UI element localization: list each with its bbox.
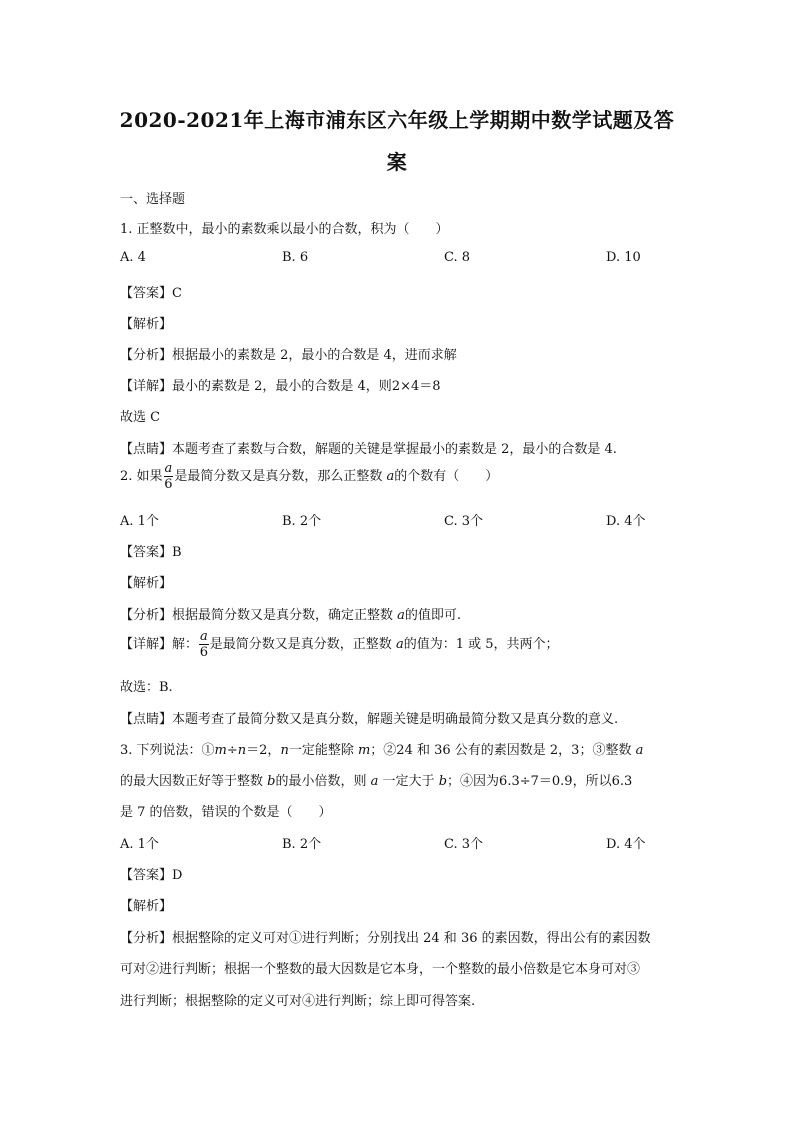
q3-stem-line-2 (120, 770, 632, 789)
q1-detail (120, 375, 441, 394)
q3-l2-formula: 6.3÷7＝0.9 (499, 774, 573, 789)
q3-analysis-line-2: 可对②进行判断；根据一个整数的最大因数是它本身，一个整数的最小倍数是它本身可对③ (120, 962, 641, 977)
q2-stem-var: a (386, 469, 395, 484)
q2-stem-prefix: 2. 如果 (120, 469, 163, 484)
q2-detail-var: a (395, 637, 404, 652)
q3-option-a: A. 1个 (120, 837, 159, 852)
q2-analysis-suffix: 的值即可. (404, 608, 462, 623)
q1-option-a: A. 4 (120, 250, 146, 265)
q1-option-c: C. 8 (444, 250, 471, 265)
q1-comment: 【点睛】本题考查了素数与合数，解题的关键是掌握最小的素数是 2，最小的合数是 4. (120, 442, 617, 457)
q2-detail-suffix: 的值为：1 或 5，共两个； (403, 637, 559, 652)
q3-l1-text-c: ；②24 和 36 公有的素因数是 2，3；③整数 (370, 743, 632, 758)
q1-analysis: 【分析】根据最小的素数是 2，最小的合数是 4，进而求解 (120, 348, 457, 363)
q3-l2-text-a: 的最大因数正好等于整数 (120, 774, 264, 789)
q2-choice: 故选：B. (120, 680, 173, 695)
q1-jiexi-label: 【解析】 (120, 317, 173, 332)
q2-analysis-var: a (397, 608, 405, 623)
q3-analysis-line-3: 进行判断；根据整除的定义可对④进行判断；综上即可得答案. (120, 994, 476, 1009)
q1-choice: 故选 C (120, 410, 161, 425)
q3-l2-var-b: b (267, 774, 276, 789)
q3-l1-formula-div: ÷ (226, 743, 238, 758)
q3-l2-var-b2: b (438, 774, 448, 789)
q2-detail-fraction-denominator: 6 (199, 645, 209, 660)
q1-option-d: D. 10 (606, 250, 641, 265)
q3-l1-var-m: m (357, 743, 371, 758)
q2-detail (120, 630, 559, 659)
section-heading: 一、选择题 (120, 192, 186, 207)
q3-l2-var-a: a (370, 774, 379, 789)
q1-answer: 【答案】C (120, 286, 182, 301)
q3-l2-text-c: 的最小倍数，则 (275, 774, 367, 789)
q3-l1-formula-n: n (237, 743, 247, 758)
q2-detail-prefix: 【详解】解： (120, 637, 199, 652)
q3-l1-var-a: a (635, 743, 644, 758)
q2-stem-suffix: 的个数有（ ） (394, 469, 499, 484)
q2-option-d: D. 4个 (606, 514, 646, 529)
q3-l2-text-h: ，所以 (572, 774, 612, 789)
q3-analysis-line-1: 【分析】根据整除的定义可对①进行判断；分别找出 24 和 36 的素因数，得出公有的素因数 (120, 931, 651, 946)
q3-l2-text-g: ；④因为 (447, 774, 500, 789)
q3-l1-formula-end: ＝2， (246, 743, 281, 758)
document-title-line-2: 案 (386, 150, 408, 174)
q3-stem-line-1 (120, 739, 643, 758)
q1-detail-text: 【详解】最小的素数是 2，最小的合数是 4，则 (120, 379, 392, 394)
q3-option-b: B. 2个 (282, 837, 322, 852)
q3-l1-text-b: 一定能整除 (288, 743, 354, 758)
q3-jiexi-label: 【解析】 (120, 899, 173, 914)
q1-detail-formula: 2×4＝8 (391, 379, 441, 394)
q2-option-c: C. 3个 (444, 514, 484, 529)
q2-stem (120, 462, 498, 491)
q3-l1-text-a: 3. 下列说法：① (120, 743, 215, 758)
q3-option-c: C. 3个 (444, 837, 484, 852)
q2-comment: 【点睛】本题考查了最简分数又是真分数，解题关键是明确最简分数又是真分数的意义. (120, 712, 619, 727)
q2-answer: 【答案】B (120, 545, 182, 560)
q3-l2-number: 6.3 (611, 774, 633, 789)
q3-answer: 【答案】D (120, 868, 183, 883)
q3-l1-var-n: n (280, 743, 289, 758)
q2-stem-mid: 是最简分数又是真分数，那么正整数 (174, 469, 383, 484)
q1-option-b: B. 6 (282, 250, 309, 265)
q1-stem: 1. 正整数中，最小的素数乘以最小的合数，积为（ ） (120, 222, 449, 237)
q3-l2-text-e: 一定大于 (382, 774, 435, 789)
q3-stem-line-3: 是 7 的倍数，错误的个数是（ ） (120, 805, 332, 820)
q2-option-a: A. 1个 (120, 514, 159, 529)
q2-analysis-prefix: 【分析】根据最简分数又是真分数，确定正整数 (120, 608, 394, 623)
q2-detail-mid: 是最简分数又是真分数，正整数 (209, 637, 392, 652)
document-title-line-1: 2020-2021年上海市浦东区六年级上学期期中数学试题及答 (119, 108, 675, 132)
q2-fraction-numerator: a (164, 461, 173, 476)
q2-detail-fraction-numerator: a (200, 629, 208, 644)
q2-detail-fraction (199, 630, 209, 659)
q3-l1-formula-m: m (214, 743, 227, 758)
q3-option-d: D. 4个 (606, 837, 646, 852)
q2-jiexi-label: 【解析】 (120, 576, 173, 591)
q2-fraction (164, 462, 174, 491)
q2-option-b: B. 2个 (282, 514, 322, 529)
q2-fraction-denominator: 6 (164, 477, 173, 492)
q2-analysis (120, 604, 461, 623)
